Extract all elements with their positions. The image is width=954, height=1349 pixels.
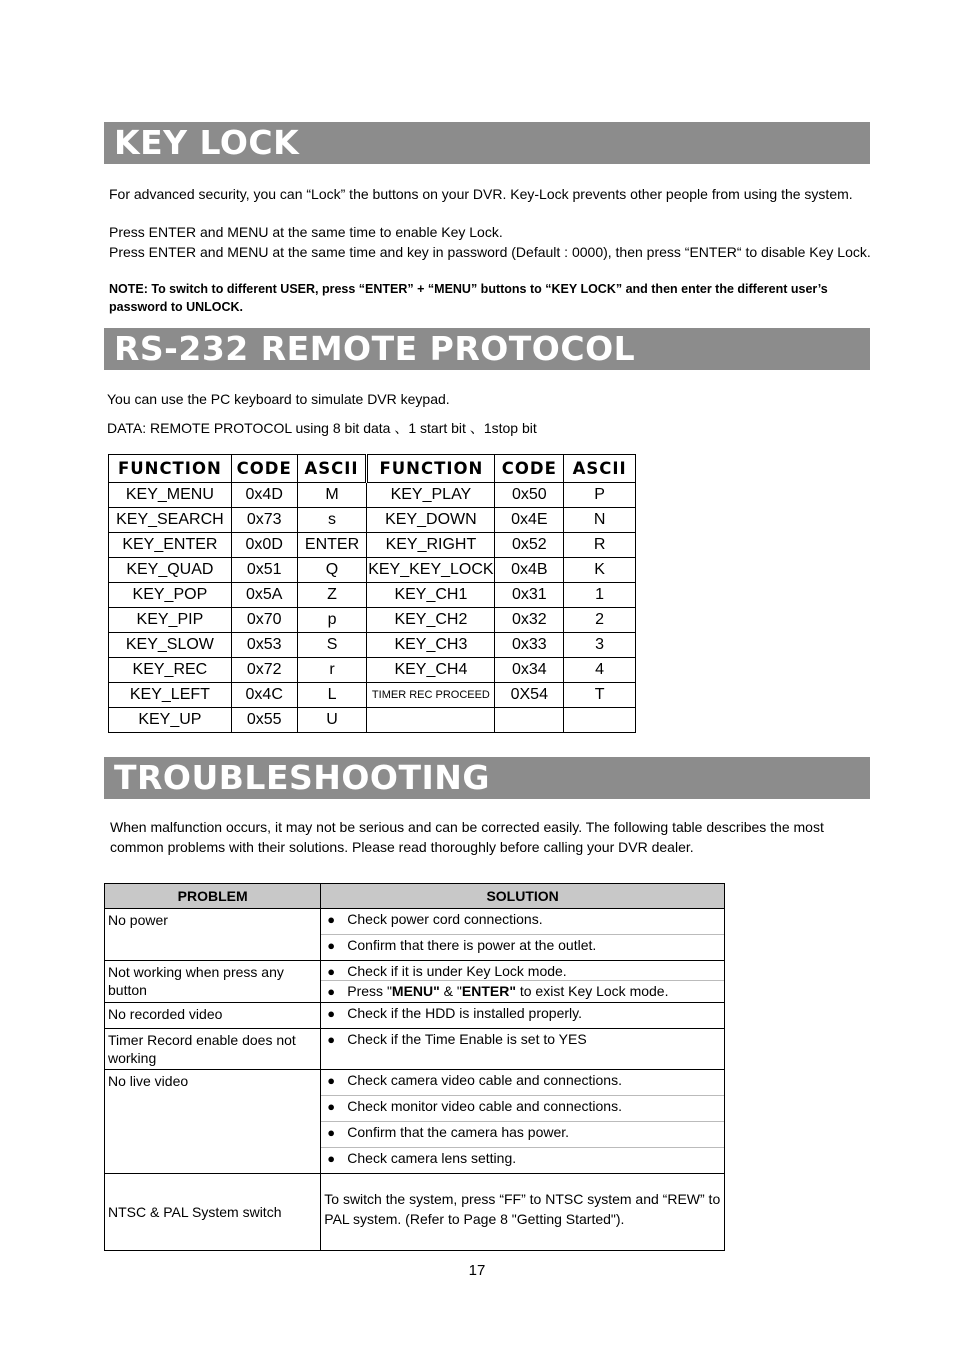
protocol-cell: 0x51	[231, 558, 297, 583]
protocol-header-cell: FUNCTION	[109, 455, 232, 483]
troubleshooting-intro-2: common problems with their solutions. Please read thoroughly before calling your DVR dealer.	[110, 839, 694, 855]
protocol-cell	[564, 708, 636, 733]
problem-cell: No power	[105, 909, 321, 961]
problem-cell: NTSC & PAL System switch	[105, 1174, 321, 1251]
protocol-cell: 0x72	[231, 658, 297, 683]
problem-cell: No live video	[105, 1070, 321, 1174]
troubleshooting-title: TROUBLESHOOTING	[114, 758, 490, 797]
key-lock-note-1: NOTE: To switch to different USER, press “ENTER” + “MENU” buttons to “KEY LOCK” and then enter the different user’s	[109, 282, 828, 296]
key-lock-note-2: password to UNLOCK.	[109, 300, 244, 314]
solution-item	[321, 1029, 724, 1048]
solution-item-text: Check camera video cable and connections.	[347, 1072, 622, 1088]
protocol-cell: 3	[564, 633, 636, 658]
troubleshooting-row	[105, 961, 725, 1003]
protocol-cell: KEY_MENU	[109, 483, 232, 508]
key-lock-title: KEY LOCK	[114, 123, 300, 162]
troubleshooting-row	[105, 1003, 725, 1029]
protocol-row	[109, 483, 636, 508]
bullet-icon: ●	[327, 938, 336, 953]
protocol-cell: KEY_RIGHT	[367, 533, 495, 558]
solution-item	[321, 981, 724, 1001]
protocol-cell	[495, 708, 564, 733]
protocol-cell: r	[297, 658, 367, 683]
key-lock-enable: Press ENTER and MENU at the same time to enable Key Lock.	[109, 224, 503, 240]
protocol-cell	[367, 708, 495, 733]
bullet-icon: ●	[327, 1032, 336, 1047]
problem-cell: Timer Record enable does not working	[105, 1029, 321, 1070]
protocol-cell: K	[564, 558, 636, 583]
protocol-cell: KEY_CH2	[367, 608, 495, 633]
bullet-icon: ●	[327, 1125, 336, 1140]
protocol-row	[109, 633, 636, 658]
protocol-cell: 1	[564, 583, 636, 608]
protocol-cell: p	[297, 608, 367, 633]
bullet-icon: ●	[327, 1006, 336, 1021]
solution-item	[321, 1003, 724, 1022]
solution-item-text: Confirm that there is power at the outlet.	[347, 937, 597, 953]
protocol-cell: 0x5A	[231, 583, 297, 608]
solution-cell	[321, 1029, 725, 1070]
solution-item	[321, 1122, 724, 1148]
press-line-b: & "	[439, 983, 462, 999]
bullet-icon: ●	[327, 984, 336, 999]
protocol-cell: KEY_SLOW	[109, 633, 232, 658]
solution-item-text: Check if it is under Key Lock mode.	[347, 963, 567, 979]
solution-cell	[321, 961, 725, 1003]
protocol-cell: KEY_UP	[109, 708, 232, 733]
protocol-cell: 2	[564, 608, 636, 633]
press-line-c: to exist Key Lock mode.	[515, 983, 669, 999]
protocol-cell: KEY_KEY_LOCK	[367, 558, 495, 583]
solution-item	[321, 909, 724, 935]
protocol-cell: 0x4E	[495, 508, 564, 533]
rs232-line2: DATA: REMOTE PROTOCOL using 8 bit data 、1 start bit 、1stop bit	[107, 420, 537, 436]
rs232-banner	[104, 328, 870, 370]
solution-cell	[321, 1003, 725, 1029]
protocol-header-cell: ASCII	[564, 455, 636, 483]
bullet-icon: ●	[327, 964, 336, 979]
troubleshooting-row	[105, 1029, 725, 1070]
bullet-icon: ●	[327, 1099, 336, 1114]
protocol-cell: 0x53	[231, 633, 297, 658]
bullet-icon: ●	[327, 1151, 336, 1166]
problem-header: PROBLEM	[105, 884, 321, 909]
protocol-cell: KEY_LEFT	[109, 683, 232, 708]
key-lock-banner	[104, 122, 870, 164]
protocol-row	[109, 608, 636, 633]
page-number: 17	[468, 1262, 486, 1279]
troubleshooting-intro-1: When malfunction occurs, it may not be serious and can be corrected easily. The following table describes the most	[110, 819, 824, 835]
solution-item-text: Check if the HDD is installed properly.	[347, 1005, 582, 1021]
protocol-cell: 0x31	[495, 583, 564, 608]
protocol-cell: 0x34	[495, 658, 564, 683]
protocol-cell: s	[297, 508, 367, 533]
protocol-cell: ENTER	[297, 533, 367, 558]
protocol-cell: R	[564, 533, 636, 558]
solution-item	[321, 1096, 724, 1122]
protocol-row	[109, 583, 636, 608]
protocol-cell: 0x0D	[231, 533, 297, 558]
protocol-cell: 0x32	[495, 608, 564, 633]
protocol-row	[109, 708, 636, 733]
bullet-icon: ●	[327, 1073, 336, 1088]
press-line-a: Press "	[347, 983, 392, 999]
problem-cell: Not working when press any button	[105, 961, 321, 1003]
protocol-cell: L	[297, 683, 367, 708]
protocol-header-cell: CODE	[231, 455, 297, 483]
protocol-row	[109, 683, 636, 708]
protocol-cell: Z	[297, 583, 367, 608]
protocol-row	[109, 558, 636, 583]
protocol-cell: 0X54	[495, 683, 564, 708]
protocol-cell: 0x4D	[231, 483, 297, 508]
protocol-cell: KEY_SEARCH	[109, 508, 232, 533]
protocol-cell: M	[297, 483, 367, 508]
protocol-header-cell: ASCII	[297, 455, 367, 483]
protocol-row	[109, 533, 636, 558]
protocol-cell: KEY_PIP	[109, 608, 232, 633]
solution-item-text: Check if the Time Enable is set to YES	[347, 1031, 587, 1047]
solution-item-text: Confirm that the camera has power.	[347, 1124, 570, 1140]
protocol-cell: KEY_PLAY	[367, 483, 495, 508]
protocol-cell: TIMER REC PROCEED	[367, 683, 495, 708]
protocol-cell: KEY_REC	[109, 658, 232, 683]
protocol-cell: KEY_QUAD	[109, 558, 232, 583]
troubleshooting-table	[104, 883, 725, 1251]
protocol-cell: U	[297, 708, 367, 733]
press-line-enter: ENTER"	[461, 983, 516, 999]
protocol-cell: 0x73	[231, 508, 297, 533]
solution-header: SOLUTION	[321, 884, 725, 909]
rs232-title: RS-232 REMOTE PROTOCOL	[114, 329, 636, 368]
protocol-cell: KEY_CH4	[367, 658, 495, 683]
troubleshooting-row	[105, 1174, 725, 1251]
protocol-cell: KEY_POP	[109, 583, 232, 608]
protocol-cell: KEY_ENTER	[109, 533, 232, 558]
protocol-cell: KEY_DOWN	[367, 508, 495, 533]
protocol-cell: 0x33	[495, 633, 564, 658]
protocol-cell: 0x4C	[231, 683, 297, 708]
protocol-cell: Q	[297, 558, 367, 583]
protocol-row	[109, 508, 636, 533]
solution-item	[321, 935, 724, 960]
troubleshooting-row	[105, 909, 725, 961]
protocol-cell: KEY_CH1	[367, 583, 495, 608]
protocol-cell: P	[564, 483, 636, 508]
protocol-header-row	[109, 455, 636, 483]
solution-cell	[321, 1070, 725, 1174]
protocol-cell: N	[564, 508, 636, 533]
solution-item	[321, 1148, 724, 1173]
protocol-cell: 0x55	[231, 708, 297, 733]
protocol-cell: 4	[564, 658, 636, 683]
press-line-menu: MENU"	[391, 983, 440, 999]
bullet-icon: ●	[327, 912, 336, 927]
protocol-cell: 0x70	[231, 608, 297, 633]
protocol-header-cell: FUNCTION	[367, 455, 495, 483]
solution-item-text: Check monitor video cable and connections.	[347, 1098, 622, 1114]
key-lock-intro: For advanced security, you can “Lock” the buttons on your DVR. Key-Lock prevents other people from using the system.	[109, 186, 853, 202]
protocol-header-cell: CODE	[495, 455, 564, 483]
solution-item-text: Check power cord connections.	[347, 911, 543, 927]
solution-item	[321, 1070, 724, 1096]
problem-cell: No recorded video	[105, 1003, 321, 1029]
protocol-cell: 0x52	[495, 533, 564, 558]
rs232-line1: You can use the PC keyboard to simulate DVR keypad.	[107, 391, 450, 407]
troubleshooting-row	[105, 1070, 725, 1174]
protocol-table	[108, 454, 636, 733]
troubleshooting-banner	[104, 757, 870, 799]
protocol-cell: S	[297, 633, 367, 658]
troubleshooting-header-row	[105, 884, 725, 909]
solution-item	[321, 961, 724, 981]
protocol-cell: T	[564, 683, 636, 708]
solution-cell	[321, 1174, 725, 1251]
protocol-cell: 0x4B	[495, 558, 564, 583]
key-lock-disable: Press ENTER and MENU at the same time and key in password (Default : 0000), then press “ENTER“ to disable Key Lock.	[109, 244, 871, 260]
solution-item-text: Check camera lens setting.	[347, 1150, 517, 1166]
solution-cell	[321, 909, 725, 961]
protocol-row	[109, 658, 636, 683]
solution-text: To switch the system, press “FF” to NTSC system and “REW” to PAL system. (Refer to Page 8 "Getting Started").	[324, 1191, 721, 1227]
protocol-cell: KEY_CH3	[367, 633, 495, 658]
protocol-cell: 0x50	[495, 483, 564, 508]
